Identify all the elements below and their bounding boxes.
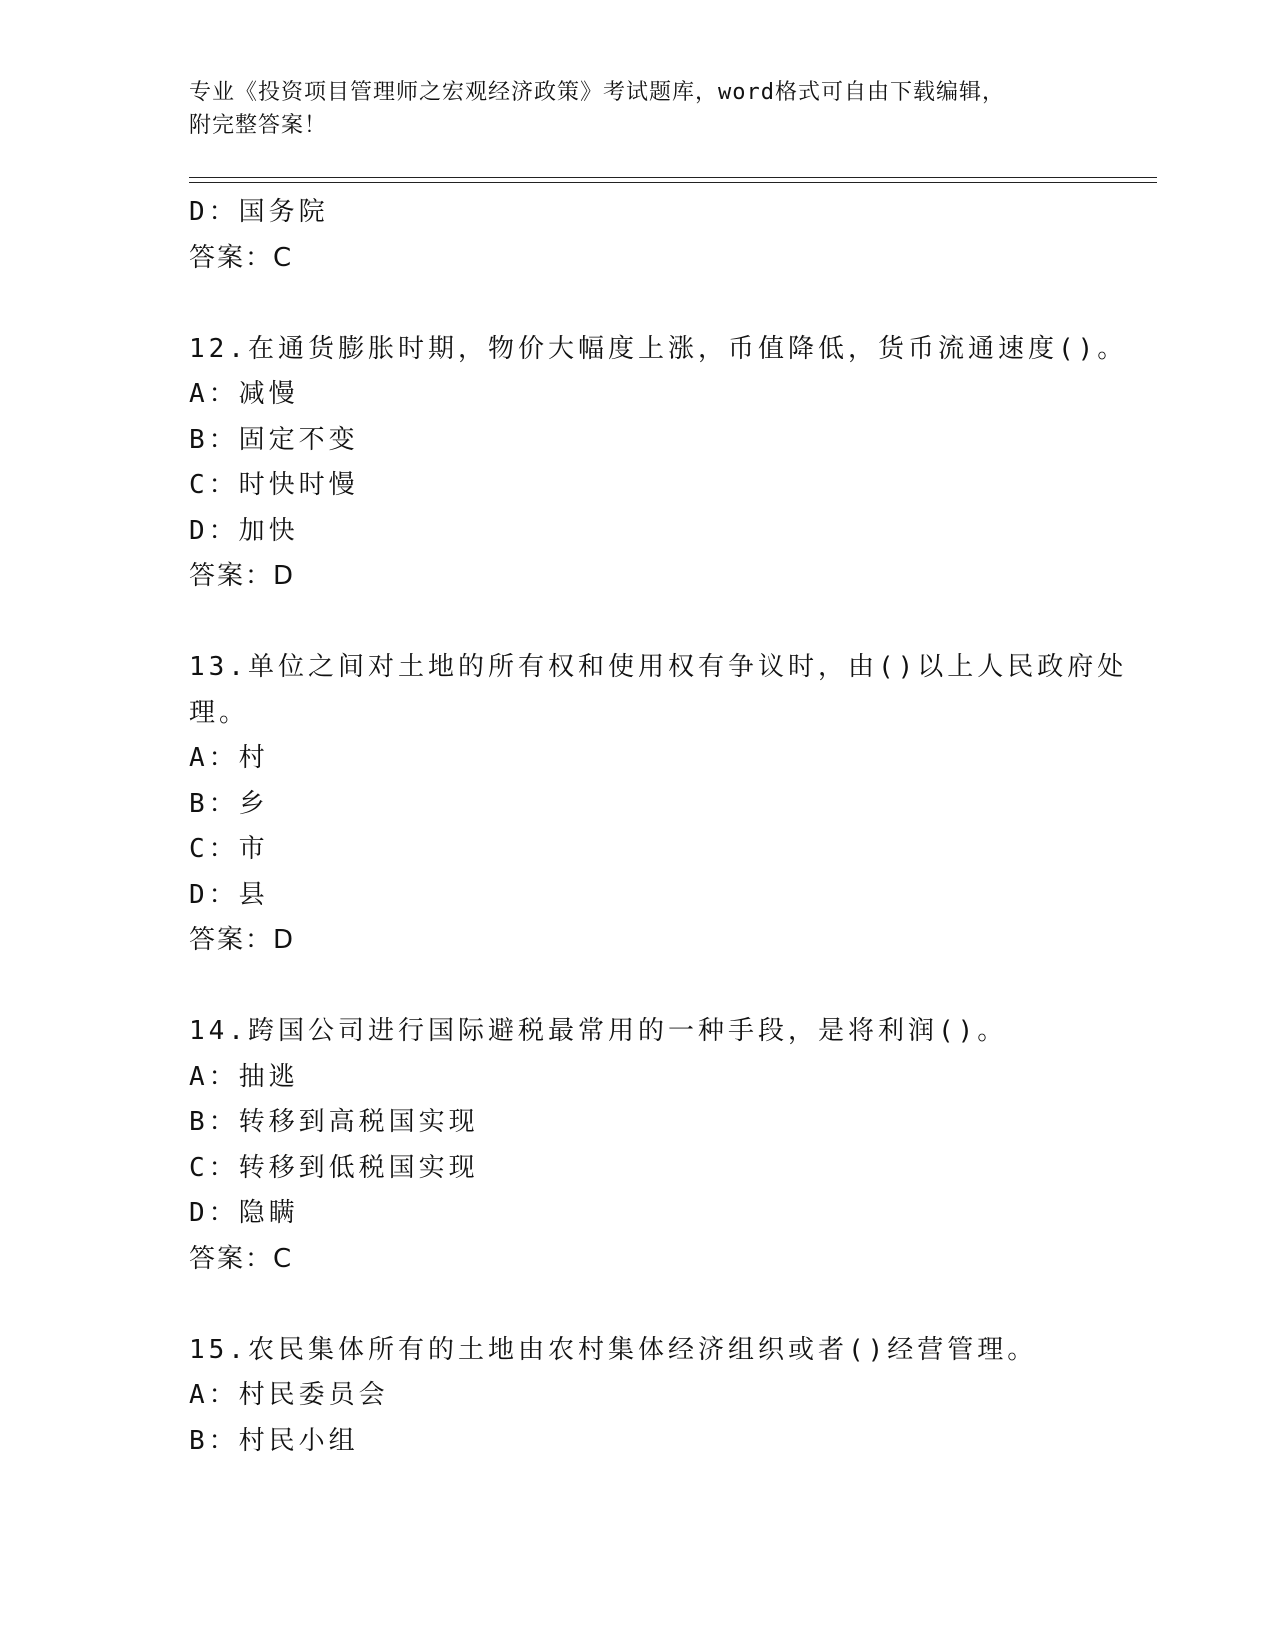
option-a: A：村 bbox=[189, 743, 269, 773]
document-header bbox=[189, 76, 1089, 142]
option-d: D：加快 bbox=[189, 515, 299, 546]
option-b: B：乡 bbox=[189, 788, 269, 819]
option-c: C：市 bbox=[189, 834, 269, 864]
question-14 bbox=[189, 1009, 1089, 1282]
question-13 bbox=[189, 645, 1128, 964]
answer: 答案：D bbox=[189, 561, 296, 591]
question-stem-continued: 理。 bbox=[189, 697, 250, 728]
header-line-1: 专业《投资项目管理师之宏观经济政策》考试题库，word格式可自由下载编辑， bbox=[189, 80, 1005, 105]
spacer bbox=[189, 281, 1089, 327]
question-stem: 14.跨国公司进行国际避税最常用的一种手段，是将利润()。 bbox=[189, 1016, 1008, 1046]
answer: 答案：C bbox=[189, 1243, 294, 1274]
question-stem: 13.单位之间对土地的所有权和使用权有争议时，由()以上人民政府处 bbox=[189, 652, 1128, 682]
header-divider-bottom bbox=[189, 182, 1157, 183]
header-divider-top bbox=[189, 177, 1157, 178]
prev-answer: 答案：C bbox=[189, 242, 294, 273]
question-stem: 15.农民集体所有的土地由农村集体经济组织或者()经营管理。 bbox=[189, 1334, 1038, 1365]
option-d: D：隐瞒 bbox=[189, 1198, 299, 1228]
option-b: B：转移到高税国实现 bbox=[189, 1107, 479, 1137]
option-b: B：固定不变 bbox=[189, 424, 359, 455]
spacer bbox=[189, 600, 1089, 646]
option-c: C：转移到低税国实现 bbox=[189, 1152, 479, 1183]
spacer bbox=[189, 964, 1089, 1010]
option-c: C：时快时慢 bbox=[189, 470, 359, 500]
question-stem: 12.在通货膨胀时期，物价大幅度上涨，币值降低，货币流通速度()。 bbox=[189, 333, 1128, 364]
option-a: A：减慢 bbox=[189, 379, 299, 409]
option-b: B：村民小组 bbox=[189, 1425, 359, 1456]
option-a: A：抽逃 bbox=[189, 1061, 299, 1092]
answer: 答案：D bbox=[189, 925, 296, 955]
option-d: D：县 bbox=[189, 879, 269, 910]
question-12 bbox=[189, 327, 1128, 600]
question-15 bbox=[189, 1328, 1089, 1465]
question-list bbox=[189, 190, 1128, 1464]
header-line-2: 附完整答案！ bbox=[189, 113, 328, 138]
option-a: A：村民委员会 bbox=[189, 1380, 389, 1410]
spacer bbox=[189, 1282, 1089, 1328]
prev-option-d: D：国务院 bbox=[189, 197, 329, 227]
